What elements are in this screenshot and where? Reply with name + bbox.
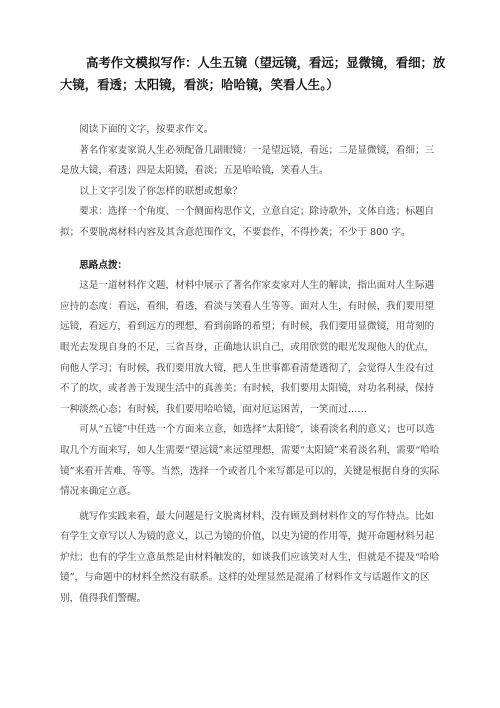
- analysis-paragraph-1: 这是一道材料作文题，材料中展示了著名作家麦家对人生的解读，指出面对人生际遇应持的态度：看远，看细，看透，看淡与笑看人生等等。面对人生，有时候，我们要用望远镜，看远方，看到远方的理想，看到前路的希望；有时候，我们要用显微镜，用苛刻的眼光去发现自身的不足，三省吾身，正确地认识自己，或用欣赏的眼光发现他人的优点，向他人学习；有时候，我们要用放大镜，把人生世事都看清楚透彻了，会觉得人生没有过不了的坎，或者善于发现生活中的真善美；有时候，我们要用太阳镜，对功名利禄，保持一种淡然心态；有时候，我们要用哈哈镜，面对厄运困苦，一笑而过……: [60, 280, 435, 415]
- prompt-paragraph-3: 以上文字引发了你怎样的联想或想象？: [79, 185, 243, 197]
- section-spacer: [60, 244, 440, 256]
- document-body: [60, 120, 440, 610]
- document-title: [60, 52, 450, 96]
- analysis-paragraph-2: 可从“五镜”中任选一个方面来立意，如选择“太阳镜”，谈看淡名利的意义；也可以选取几个方面来写，如人生需要“望远镜”来远望理想，需要“太阳镜”来看淡名利，需要“哈哈镜”来看开苦难，等等。当然，选择一个或者几个来写都是可以的，关键是根据自身的实际情况来确定立意。: [60, 424, 440, 498]
- prompt-paragraph-1: 阅读下面的文字，按要求作文。: [79, 124, 214, 135]
- document-title-text: 高考作文模拟写作：人生五镜（望远镜，看远；显微镜，看细；放大镜，看透；太阳镜，看淡；哈哈镜，笑看人生。）: [60, 55, 446, 92]
- analysis-heading: 思路点拨：: [79, 259, 128, 271]
- prompt-paragraph-2: 著名作家麦家说人生必须配备几副眼镜：一是望远镜，看远；二是显微镜，看细；三是放大镜，看透；四是太阳镜，看淡；五是哈哈镜，笑看人生。: [60, 144, 435, 177]
- analysis-paragraph-3: 就写作实践来看，最大问题是行文脱离材料，没有顾及到材料作文的写作特点。比如有学生文章写以人为镜的意义，以己为镜的价值，以史为镜的作用等，抛开命题材料另起炉灶；也有的学生立意虽然是由材料触发的，如谈我们应该笑对人生，但就是不提及“哈哈镜”，与命题中的材料全然没有联系。这样的处理显然是混淆了材料作文与话题作文的区别，值得我们警醒。: [60, 510, 440, 605]
- prompt-paragraph-requirements: 要求：选择一个角度、一个侧面构思作文，立意自定；除诗歌外，文体自选；标题自拟；不要脱离材料内容及其含意范围作文，不要套作，不得抄袭；不少于 800 字。: [60, 206, 435, 238]
